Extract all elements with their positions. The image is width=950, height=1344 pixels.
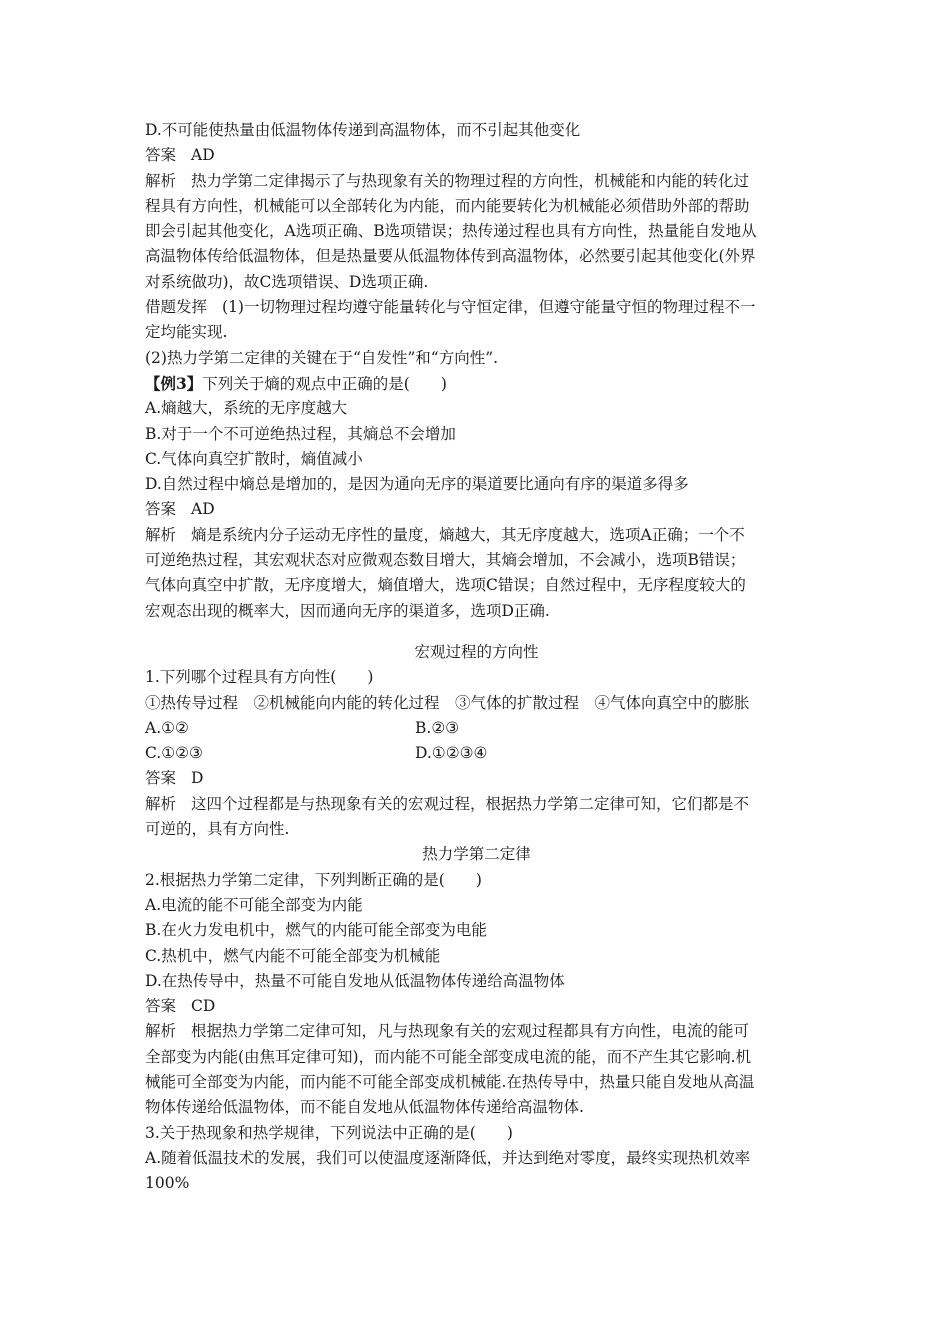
document-page (145, 118, 808, 1196)
tip-text: (1)一切物理过程均遵守能量转化与守恒定律，但遵守能量守恒的物理过程不一 (222, 298, 756, 317)
analysis-line (145, 1019, 808, 1044)
tip-text: (2)热力学第二定律的关键在于“自发性”和“方向性”. (145, 348, 499, 367)
analysis-label: 解析 (145, 171, 177, 190)
question-3-stem: 3.关于热现象和热学规律，下列说法中正确的是( ) (145, 1123, 513, 1142)
analysis-text: 高温物体传给低温物体，但是热量要从低温物体传到高温物体，必然要引起其他变化(外界 (145, 247, 756, 266)
question-1-options-row (145, 716, 808, 741)
tip-line (145, 295, 808, 320)
answer-label: 答案 (145, 146, 177, 165)
question-1-items: ①热传导过程 ②机械能向内能的转化过程 ③气体的扩散过程 ④气体向真空中的膨胀 (145, 693, 750, 712)
analysis-text: 即会引起其他变化，A选项正确、B选项错误；热传递过程也具有方向性，热量能自发地从 (145, 222, 757, 241)
question-option: A.①② (145, 718, 189, 737)
question-1-options-row (145, 741, 808, 766)
analysis-text: 对系统做功)，故C选项错误、D选项正确. (145, 272, 429, 291)
example-tag: 【例3】 (145, 373, 203, 393)
answer-value: AD (191, 500, 215, 519)
answer-line (145, 766, 808, 791)
analysis-label: 解析 (145, 794, 177, 813)
question-option: D.①②③④ (415, 744, 488, 763)
question-option: B.在火力发电机中，燃气的内能可能全部变为电能 (145, 921, 487, 940)
answer-value: CD (191, 997, 216, 1016)
answer-label: 答案 (145, 769, 177, 788)
analysis-text: 程具有方向性，机械能可以全部转化为内能，而内能要转化为机械能必须借助外部的帮助 (145, 196, 750, 215)
answer-value: AD (191, 146, 215, 165)
analysis-text: 可逆的，具有方向性. (145, 820, 290, 839)
analysis-text: 熵是系统内分子运动无序性的量度，熵越大，其无序度越大，选项A正确；一个不 (191, 525, 745, 544)
question-option: 100% (145, 1174, 190, 1193)
tip-label: 借题发挥 (145, 298, 208, 317)
example-option: A.熵越大，系统的无序度越大 (145, 399, 348, 418)
section-title: 宏观过程的方向性 (414, 642, 539, 661)
example-option: D.自然过程中熵总是增加的，是因为通向无序的渠道要比通向有序的渠道多得多 (145, 475, 689, 494)
analysis-line (145, 523, 808, 548)
analysis-text: 这四个过程都是与热现象有关的宏观过程，根据热力学第二定律可知，它们都是不 (191, 794, 750, 813)
question-1-stem: 1.下列哪个过程具有方向性( ) (145, 668, 374, 687)
answer-label: 答案 (145, 500, 177, 519)
analysis-text: 根据热力学第二定律可知，凡与热现象有关的宏观过程都具有方向性，电流的能可 (191, 1022, 750, 1041)
question-option: C.①②③ (145, 744, 203, 763)
answer-line (145, 497, 808, 522)
example-option: C.气体向真空扩散时，熵值减小 (145, 449, 363, 468)
analysis-text: 宏观态出现的概率大，因而通向无序的渠道多，选项D正确. (145, 601, 550, 620)
question-2-stem: 2.根据热力学第二定律，下列判断正确的是( ) (145, 870, 482, 889)
analysis-label: 解析 (145, 1022, 177, 1041)
question-option: B.②③ (415, 718, 460, 737)
example-stem-text: 下列关于熵的观点中正确的是( ) (202, 374, 447, 393)
analysis-text: 全部变为内能(由焦耳定律可知)，而内能不可能全部变成电流的能，而不产生其它影响.机 (145, 1047, 752, 1066)
analysis-text: 物体传递给低温物体，而不能自发地从低温物体传递给高温物体. (145, 1098, 584, 1117)
question-option: A.随着低温技术的发展，我们可以使温度逐渐降低，并达到绝对零度，最终实现热机效率 (145, 1148, 751, 1167)
answer-line (145, 143, 808, 168)
analysis-text: 可逆绝热过程，其宏观状态对应微观态数目增大，其熵会增加，不会减小，选项B错误； (145, 551, 746, 570)
tip-text: 定均能实现. (145, 323, 228, 342)
analysis-text: 气体向真空中扩散，无序度增大，熵值增大，选项C错误；自然过程中，无序程度较大的 (145, 576, 746, 595)
question-option: C.热机中，燃气内能不可能全部变为机械能 (145, 946, 441, 965)
question-option: D.在热传导中，热量不可能自发地从低温物体传递给高温物体 (145, 971, 565, 990)
option-d: D.不可能使热量由低温物体传递到高温物体，而不引起其他变化 (145, 121, 581, 139)
analysis-line (145, 792, 808, 817)
analysis-text: 热力学第二定律揭示了与热现象有关的物理过程的方向性，机械能和内能的转化过 (191, 171, 750, 190)
section-title: 热力学第二定律 (422, 845, 531, 864)
example-3-stem (145, 371, 808, 396)
analysis-text: 械能可全部变为内能，而内能不可能全部变成机械能.在热传导中，热量只能自发地从高温 (145, 1072, 755, 1091)
question-option: A.电流的能不可能全部变为内能 (145, 895, 363, 914)
answer-line (145, 994, 808, 1019)
answer-label: 答案 (145, 997, 177, 1016)
example-option: B.对于一个不可逆绝热过程，其熵总不会增加 (145, 424, 456, 443)
analysis-label: 解析 (145, 525, 177, 544)
answer-value: D (191, 769, 204, 788)
analysis-line (145, 169, 808, 194)
